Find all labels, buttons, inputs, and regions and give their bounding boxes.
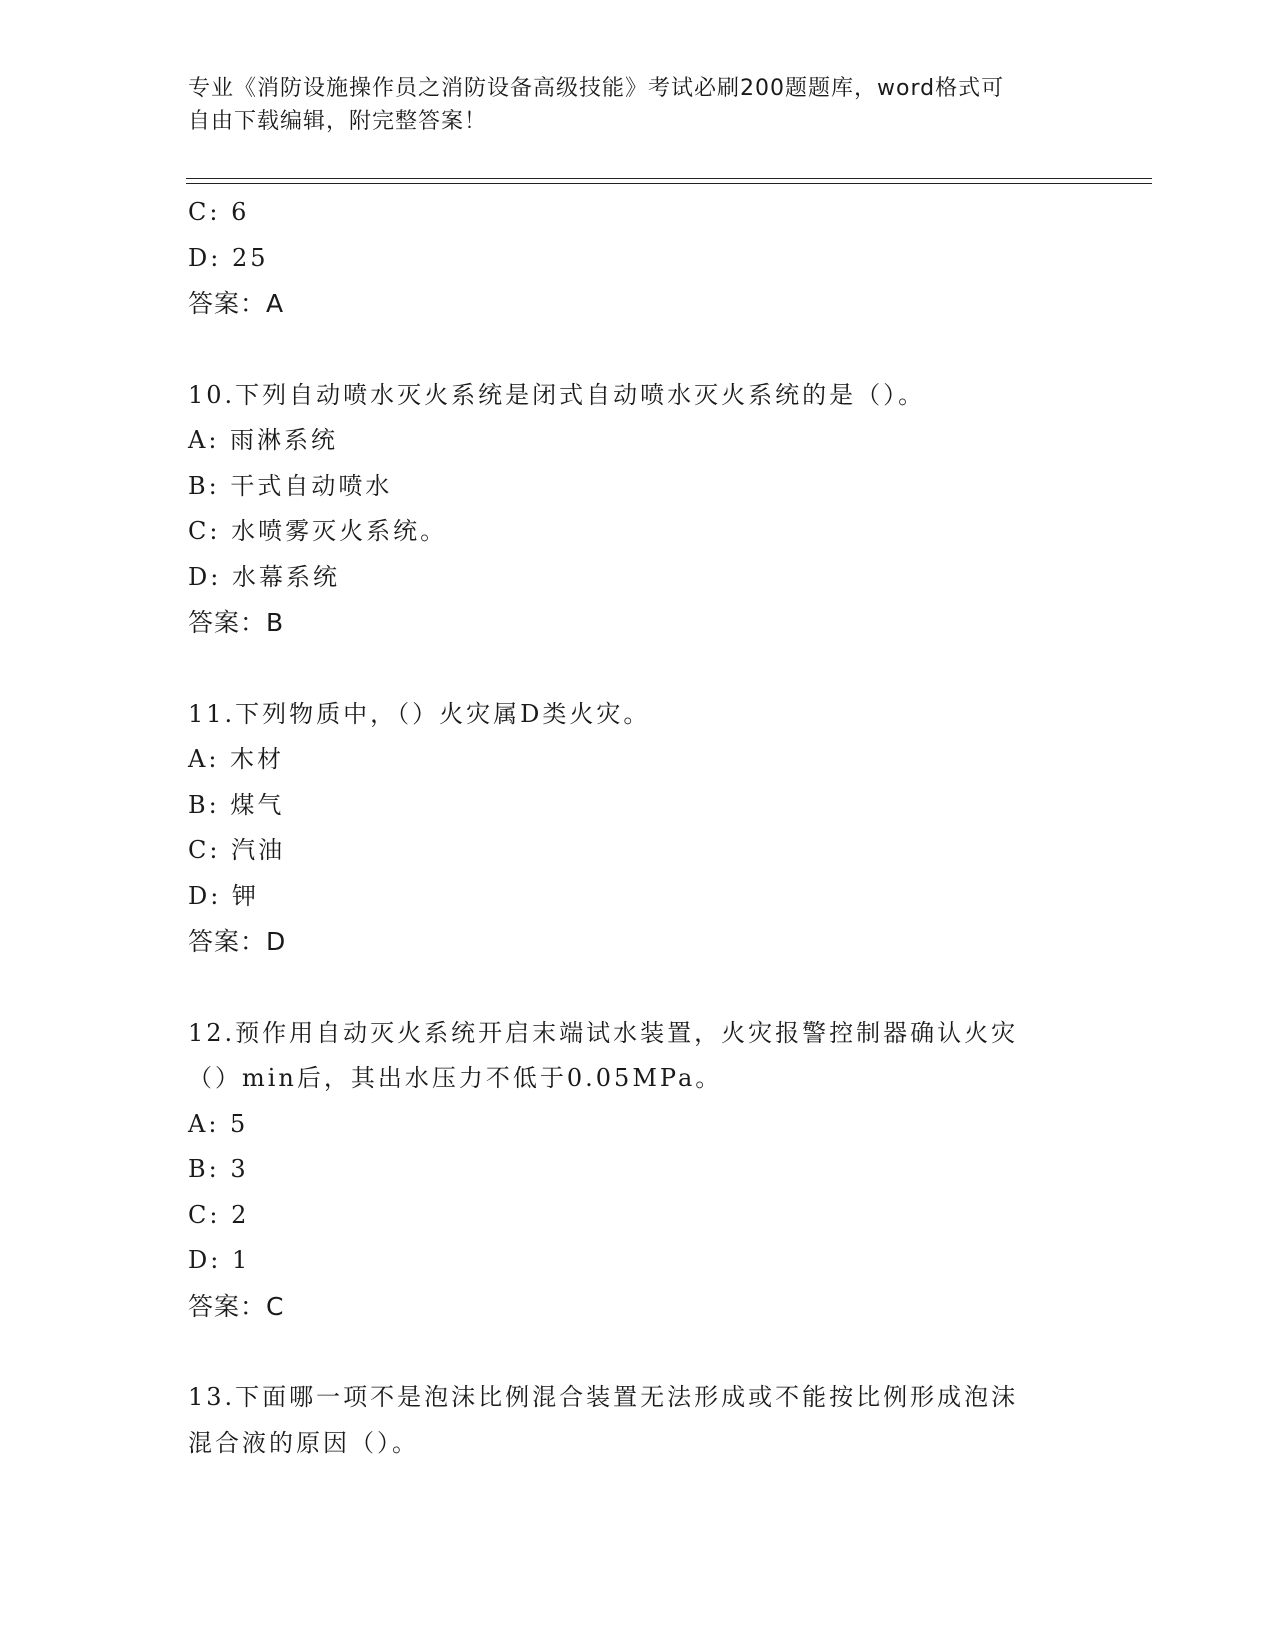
question-10 [188,373,1088,646]
header-line-1: 专业《消防设施操作员之消防设备高级技能》考试必刷200题题库，word格式可 [188,76,1005,101]
option-d: D: 1 [188,1246,251,1274]
option-d: D: 水幕系统 [188,562,340,591]
spacer [188,327,1088,373]
option-b: B: 干式自动喷水 [188,471,393,500]
question-stem-line-2: （）min后，其出水压力不低于0.05MPa。 [188,1064,723,1092]
question-stem: 11.下列物质中，（）火灾属D类火灾。 [188,699,651,728]
option-a: A: 5 [188,1109,249,1138]
spacer [188,1329,1088,1375]
option-a: A: 雨淋系统 [188,426,339,454]
question-content [188,190,1088,1466]
spacer [188,646,1088,692]
option-c: C: 水喷雾灭火系统。 [188,517,448,545]
header-divider-top [186,178,1152,179]
question-11 [188,692,1088,965]
option-c: C: 6 [188,198,250,226]
question-13 [188,1375,1088,1466]
header-divider-bottom [186,183,1152,184]
answer-line: 答案：A [188,289,285,318]
header-line-2: 自由下载编辑，附完整答案！ [188,109,488,134]
question-stem-line-1: 13.下面哪一项不是泡沫比例混合装置无法形成或不能按比例形成泡沫 [188,1383,1019,1411]
option-d: D: 钾 [188,881,259,910]
answer-line: 答案：C [188,1291,285,1321]
option-c: C: 汽油 [188,836,286,864]
answer-line: 答案：D [188,927,287,956]
question-stem-line-1: 12.预作用自动灭火系统开启末端试水装置，火灾报警控制器确认火灾 [188,1018,1019,1047]
question-stem: 10.下列自动喷水灭火系统是闭式自动喷水灭火系统的是（）。 [188,380,926,409]
option-b: B: 3 [188,1155,249,1183]
page-header [188,72,1088,138]
question-12 [188,1011,1088,1330]
option-c: C: 2 [188,1200,250,1229]
option-a: A: 木材 [188,745,285,773]
option-d: D: 25 [188,243,269,272]
answer-line: 答案：B [188,608,285,637]
spacer [188,965,1088,1011]
previous-question-block [188,190,1088,327]
option-b: B: 煤气 [188,790,285,819]
question-stem-line-2: 混合液的原因（）。 [188,1428,419,1457]
